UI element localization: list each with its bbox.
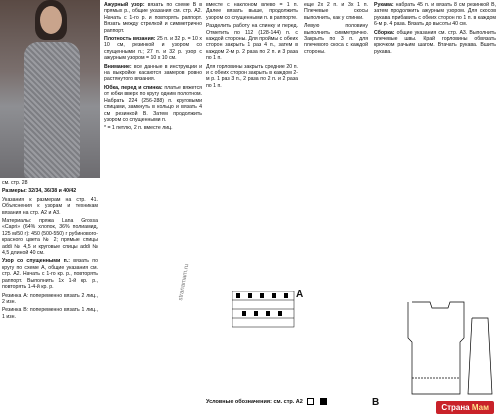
column-2 <box>104 2 202 134</box>
knit-note: * = 1 петлю, 2 п. вместе лиц. <box>104 125 173 132</box>
assembly-text: общие указания см. стр. А3. Выполнить плечевые швы. Край горловины обвязать крючком рачьим шагом. Втачать рукава. Вшить рукава. <box>374 29 496 55</box>
legend-swatch-purl <box>320 398 327 405</box>
pattern-text: вязать по кругу по схеме А, общие указания см. стр. А2. Начать с 1-го кр. р., повторять раппорт. Выполнить 1х 1-й кр. р., повторять 1-4-й кр. р. <box>2 258 98 291</box>
assembly-title: Сборка: <box>374 29 395 36</box>
sizes-note: Указания к размерам на стр. 41. Объяснения к узорам и техникам вязания на стр. А2 и А3. <box>2 196 98 216</box>
col3-text-top: вместе с наклоном влево = 1 п. Далее вязать выше, продолжить узором со спущенными п. в раппорте. <box>206 2 298 21</box>
garment-schematic <box>372 298 496 410</box>
column-4 <box>304 2 368 57</box>
site-logo[interactable] <box>436 401 494 414</box>
density-text: 25 п. и 32 р. = 10 х 10 см, резинкой и узором со спущенными п.; 27 п. и 32 р. узор с ажурным узором = 10 х 10 см. <box>104 36 202 62</box>
schematic-label: В <box>372 397 380 408</box>
sleeves-title: Рукава: <box>374 2 394 8</box>
column-3 <box>206 2 298 91</box>
col3-text-bottom: Для горловины закрыть средние 20 п. и с обеих сторон закрыть в каждом 2-м р. 1 раз 3 п., 2 раза по 2 п. и 2 раза по 1 п. <box>206 63 298 89</box>
model-photo <box>0 0 100 178</box>
density-title: Плотность вязания: <box>104 36 156 43</box>
photo-caption: см. стр. 28 <box>2 180 28 186</box>
symbols-legend <box>206 398 328 405</box>
pattern-title: Узор со спущенными п.: <box>2 258 70 265</box>
column-5 <box>374 2 496 57</box>
attention-title: Внимание: <box>104 63 132 70</box>
rezinka-b: Резинка В: попеременно вязать 1 лиц., 1 изн. <box>2 307 98 320</box>
skirt-text: платье вяжется от юбки вверх по кругу одним полотном. Набрать 224 (256-288) п. круговыми спицами, замкнуть в кольцо и вязать 4 см резинкой В. Затем продолжить узором со спущенными п. <box>104 84 202 123</box>
brand-text-a: Страна <box>441 403 470 412</box>
legend-text: Условные обозначения: см. стр. А2 <box>206 398 303 405</box>
skirt-title: Юбка, перед и спинка: <box>104 84 163 91</box>
schematic-drawing <box>372 298 496 410</box>
col4-text-top: еще 2х 2 п. и 3х 1 п. Плечевые скосы выполнить, как у спинки. <box>304 2 368 21</box>
sizes-text: Размеры: 32/34, 36/38 и 40/42 <box>2 188 77 195</box>
model-head <box>40 6 62 34</box>
stitch-chart-a <box>232 291 306 329</box>
stitch-chart-grid <box>232 291 306 329</box>
materials-text: Материалы: пряжа Lana Grossa «Capri» (64% хлопок, 36% полиамид, 125 м/50 г): 450 (500-550) г рубинового-красного цвета № 2; прямые спицы addi № 4,5 и круговые спицы addi № 4,5 длиной 40 см. <box>2 218 98 257</box>
legend-swatch-knit <box>307 398 314 405</box>
model-dress <box>24 42 80 178</box>
col3-text-mid: Разделить работу на спинку и перед. Отметить по 112 (128-144) п. с каждой стороны. Для проймы с обеих сторон закрыть 1 раз 4 п., затем в каждом 2-м р. 2 раза по 2 п. и 3 раза по 1 п. <box>206 23 298 62</box>
lace-text: вязать по схеме В в прямых р., общие указания см. стр. А2. Начать с 1-го р. и повторять раппорт. Вязать между стрелкой и симметрично раппорт. <box>104 2 203 34</box>
lace-title: Ажурный узор: <box>104 2 145 8</box>
col4-text-mid: Левую половину выполнить симметрично. Закрыть по 3 п. для плечевого скоса с каждой стороны. <box>304 23 368 55</box>
brand-text-b: Мам <box>471 403 489 412</box>
sleeves-text: набрать 45 п. и вязать 8 см резинкой В, затем продолжить ажурным узором. Для скосов рукава прибавить с обеих сторон по 1 п. в каждом 6-м р. 4 раза. Вязать до высоты 40 см. <box>374 2 496 28</box>
rezinka-a: Резинка А: попеременно вязать 2 лиц., 2 изн. <box>2 292 98 305</box>
column-1 <box>2 180 98 322</box>
chart-a-label: А <box>296 289 304 300</box>
attention-text: все данные в инструкции и на выкройке касаются замеров ровно растянутого вязания. <box>104 63 202 83</box>
watermark: stranamam.ru <box>178 263 191 302</box>
